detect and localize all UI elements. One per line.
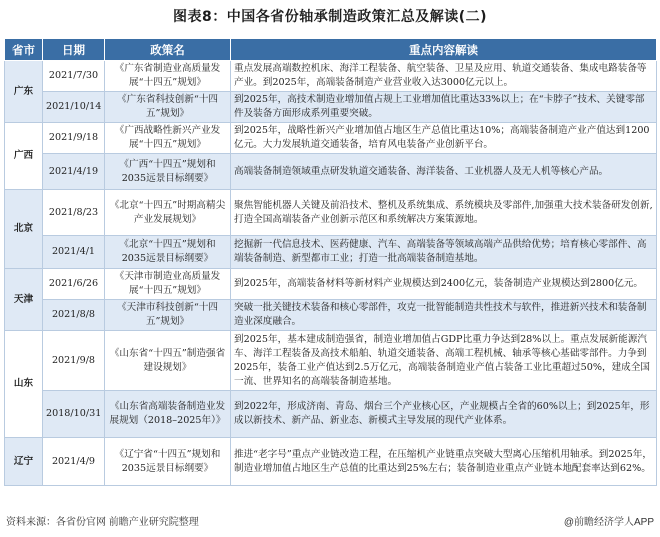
table-row <box>5 438 657 486</box>
content-cell: 重点发展高端数控机床、海洋工程装备、航空装备、卫星及应用、轨道交通装备、集成电路装备等产业。到2025年，高端装备制造产业营业收入达3000亿元以上。 <box>231 61 657 92</box>
content-cell: 到2022年，形成济南、青岛、烟台三个产业核心区，产业规模占全省的60%以上；到2025年，形成以新技术、新产品、新业态、新模式主导发展的现代产业体系。 <box>231 391 657 438</box>
province-cell: 广东 <box>5 61 43 123</box>
policy-name-cell: 《广东省科技创新“十四五”规划》 <box>105 92 231 123</box>
policy-name-cell: 《北京“十四五”规划和2035远景目标纲要》 <box>105 236 231 269</box>
table-row <box>5 190 657 236</box>
content-cell: 聚焦智能机器人关键及前沿技术、整机及系统集成、系统模块及零部件,加强重大技术装备研发创新,打造全国高端装备产业创新示范区和系统解决方案策源地。 <box>231 190 657 236</box>
date-cell: 2021/8/23 <box>43 190 105 236</box>
policy-name-cell: 《辽宁省“十四五”规划和2035远景目标纲要》 <box>105 438 231 486</box>
source-note: 资料来源：各省份官网 前瞻产业研究院整理 <box>6 517 199 528</box>
content-cell: 到2025年，战略性新兴产业增加值占地区生产总值比重达10%；高端装备制造产业产值达到1200亿元。大力发展轨道交通装备，培育风电装备产业创新平台。 <box>231 123 657 154</box>
table-row <box>5 92 657 123</box>
policy-name-cell: 《广西战略性新兴产业发展“十四五”规划》 <box>105 123 231 154</box>
policy-name-cell: 《山东省高端装备制造业发展规划（2018–2025年）》 <box>105 391 231 438</box>
table-row <box>5 61 657 92</box>
header-province: 省市 <box>5 39 43 61</box>
table-row <box>5 154 657 190</box>
date-cell: 2021/10/14 <box>43 92 105 123</box>
date-cell: 2021/9/18 <box>43 123 105 154</box>
policy-name-cell: 《天津市科技创新“十四五”规划》 <box>105 300 231 331</box>
policy-name-cell: 《北京“十四五”时期高精尖产业发展规划》 <box>105 190 231 236</box>
date-cell: 2021/6/26 <box>43 269 105 300</box>
table-row <box>5 300 657 331</box>
date-cell: 2021/8/8 <box>43 300 105 331</box>
table-row <box>5 331 657 391</box>
table-row <box>5 391 657 438</box>
content-cell: 推进“老字号”重点产业链改造工程，在压缩机产业链重点突破大型离心压缩机用轴承。到2025年，制造业增加值占地区生产总值的比重达到25%左右；装备制造业重点产业链本地配套率达到62%。 <box>231 438 657 486</box>
province-cell: 天津 <box>5 269 43 331</box>
content-cell: 到2025年，基本建成制造强省，制造业增加值占GDP比重力争达到28%以上。重点发展新能源汽车、海洋工程装备及高技术船舶、轨道交通装备、高端工程机械、轴承等核心基础零部件。力争到2025年，装备工业产值达到2.5万亿元，高端装备制造业产值占装备工业比重超过50%，建成全国一流、世界知名的高端装备制造基地。 <box>231 331 657 391</box>
table-row <box>5 123 657 154</box>
policy-name-cell: 《广西“十四五”规划和2035远景目标纲要》 <box>105 154 231 190</box>
header-date: 日期 <box>43 39 105 61</box>
province-cell: 辽宁 <box>5 438 43 486</box>
content-cell: 到2025年，高端装备材料等新材料产业规模达到2400亿元，装备制造产业规模达到2800亿元。 <box>231 269 657 300</box>
province-cell: 广西 <box>5 123 43 190</box>
policy-table <box>4 38 657 486</box>
date-cell: 2021/4/9 <box>43 438 105 486</box>
date-cell: 2021/9/8 <box>43 331 105 391</box>
province-cell: 北京 <box>5 190 43 269</box>
content-cell: 高端装备制造领域重点研发轨道交通装备、海洋装备、工业机器人及无人机等核心产品。 <box>231 154 657 190</box>
date-cell: 2021/7/30 <box>43 61 105 92</box>
footer <box>6 513 654 529</box>
date-cell: 2021/4/19 <box>43 154 105 190</box>
content-cell: 挖掘新一代信息技术、医药健康、汽车、高端装备等领域高端产品供给优势；培育核心零部件、高端装备制造、新型都市工业；打造一批高端装备制造基地。 <box>231 236 657 269</box>
province-cell: 山东 <box>5 331 43 438</box>
table-row <box>5 269 657 300</box>
date-cell: 2018/10/31 <box>43 391 105 438</box>
policy-name-cell: 《山东省“十四五”制造强省建设规划》 <box>105 331 231 391</box>
policy-name-cell: 《广东省制造业高质量发展“十四五”规划》 <box>105 61 231 92</box>
content-cell: 到2025年，高技术制造业增加值占规上工业增加值比重达33%以上；在“卡脖子”技术、关键零部件及装备方面形成系列重要突破。 <box>231 92 657 123</box>
header-content: 重点内容解读 <box>231 39 657 61</box>
table-row <box>5 236 657 269</box>
content-cell: 突破一批关键技术装备和核心零部件，攻克一批智能制造共性技术与软件，推进新兴技术和装备制造业深度融合。 <box>231 300 657 331</box>
brand-credit: @前瞻经济学人APP <box>563 517 654 528</box>
table-header-row <box>5 39 657 61</box>
date-cell: 2021/4/1 <box>43 236 105 269</box>
chart-title: 图表8：中国各省份轴承制造政策汇总及解读(二) <box>172 9 488 25</box>
policy-name-cell: 《天津市制造业高质量发展“十四五”规划》 <box>105 269 231 300</box>
header-policy-name: 政策名 <box>105 39 231 61</box>
